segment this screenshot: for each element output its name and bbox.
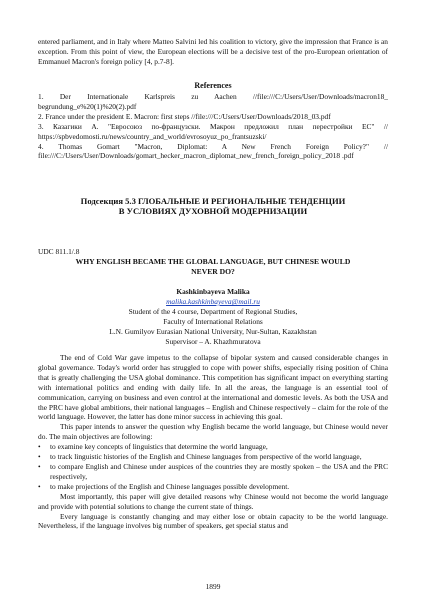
objective-item: [38, 462, 388, 482]
objective-item: [38, 442, 388, 452]
author-block: [38, 287, 388, 346]
bullet-icon: •: [38, 442, 41, 452]
author-affiliation-line2: Faculty of International Relations: [163, 316, 263, 326]
objective-item: [38, 452, 388, 462]
page-number: 1899: [205, 582, 221, 591]
objective-text: to compare English and Chinese under auspices of the countries they are mostly spoken – the USA and the PRC respectively,: [50, 461, 388, 481]
article-title-line1: WHY ENGLISH BECAME THE GLOBAL LANGUAGE, BUT CHINESE WOULD: [75, 257, 351, 266]
reference-item: 1. Der Internationale Karlspreis zu Aachen //file:///C:/Users/User/Downloads/macron18_ begrundung_e%20(1)%20(2).pdf: [38, 92, 388, 111]
reference-item: 4. Thomas Gomart "Macron, Diplomat: A New French Foreign Policy?" // file:///C:/Users/User/Downloads/gomart_hecker_macron_diplomat_new_french_foreign_policy_2018 .pdf: [38, 141, 388, 161]
bullet-icon: •: [38, 452, 41, 462]
author-supervisor: Supervisor – A. Khazhmuratova: [165, 336, 261, 346]
author-email-link[interactable]: malika.kashkinbayeva@mail.ru: [166, 296, 260, 306]
article-body: [38, 353, 388, 531]
objective-item: [38, 482, 388, 492]
objective-text: to make projections of the English and Chinese languages possible development.: [50, 481, 290, 491]
bullet-icon: •: [38, 461, 41, 471]
bullet-icon: •: [38, 481, 41, 491]
intro-paragraph: entered parliament, and in Italy where Matteo Salvini led his coalition to victory, give the impression that France is an exception. From this point of view, the European elections will be a decisive test of the pro-European orientation of Emmanuel Macron's foreign policy [4, p.7-8].: [38, 37, 388, 66]
body-paragraph: Most importantly, this paper will give detailed reasons why Chinese would not become the world language and provide with potential solutions to change the current state of things.: [38, 491, 388, 511]
section-heading-line1: Подсекция 5.3 ГЛОБАЛЬНЫЕ И РЕГИОНАЛЬНЫЕ ТЕНДЕНЦИИ: [80, 196, 346, 206]
body-paragraph: This paper intends to answer the question why English became the world language, but Chinese would never do. The main objectives are following:: [38, 422, 388, 442]
section-heading-line2: В УСЛОВИЯХ ДУХОВНОЙ МОДЕРНИЗАЦИИ: [118, 206, 308, 217]
references-title: References: [194, 81, 232, 90]
author-name: Kashkinbayeva Malika: [176, 287, 250, 296]
article-title: [38, 257, 388, 277]
udc-code: UDC 811.1/.8: [38, 247, 80, 256]
body-paragraph: Every language is constantly changing and may either lose or obtain capacity to be the world language. Nevertheless, if the language involves big number of speakers, get special status and: [38, 511, 388, 531]
author-affiliation-line1: Student of the 4 course, Department of Regional Studies,: [128, 306, 298, 316]
objective-text: to examine key concepts of linguistics that determine the world language,: [50, 442, 268, 452]
article-title-line2: NEVER DO?: [191, 266, 235, 276]
author-affiliation-line3: L.N. Gumilyov Eurasian National University, Nur-Sultan, Kazakhstan: [109, 326, 317, 336]
body-paragraph: The end of Cold War gave impetus to the collapse of bipolar system and caused considerable changes in global governance. Today's world order has struggled to cope with power shifts, especially rising position of China that is greatly challenging the USA global dominance. This competition has significant impact on everything starting with international politics and ending with daily life. In all the areas, the language is an essential tool of communication, carrying on business and even control at the international and domestic levels. As both the USA and the PRC have global ambitions, their national languages – English and Chinese respectively – claim for the role of the world language. However, the latter has done minor success in achieving this goal.: [38, 353, 388, 422]
section-heading: [38, 196, 388, 217]
reference-item: 2. France under the president E. Macron: first steps //file:///C:/Users/User/Downloads/2018_03.pdf: [38, 111, 331, 121]
references-list: [38, 92, 388, 161]
reference-item: 3. Казагики А. "Евросоюз по-французски. Макрон предложил план перестройки ЕС" // https://spbvedomosti.ru/news/country_and_world/evrosoyuz_po_frantsuzski/: [38, 121, 388, 141]
objective-text: to track linguistic histories of the English and Chinese languages from perspective of the world language,: [50, 452, 362, 462]
